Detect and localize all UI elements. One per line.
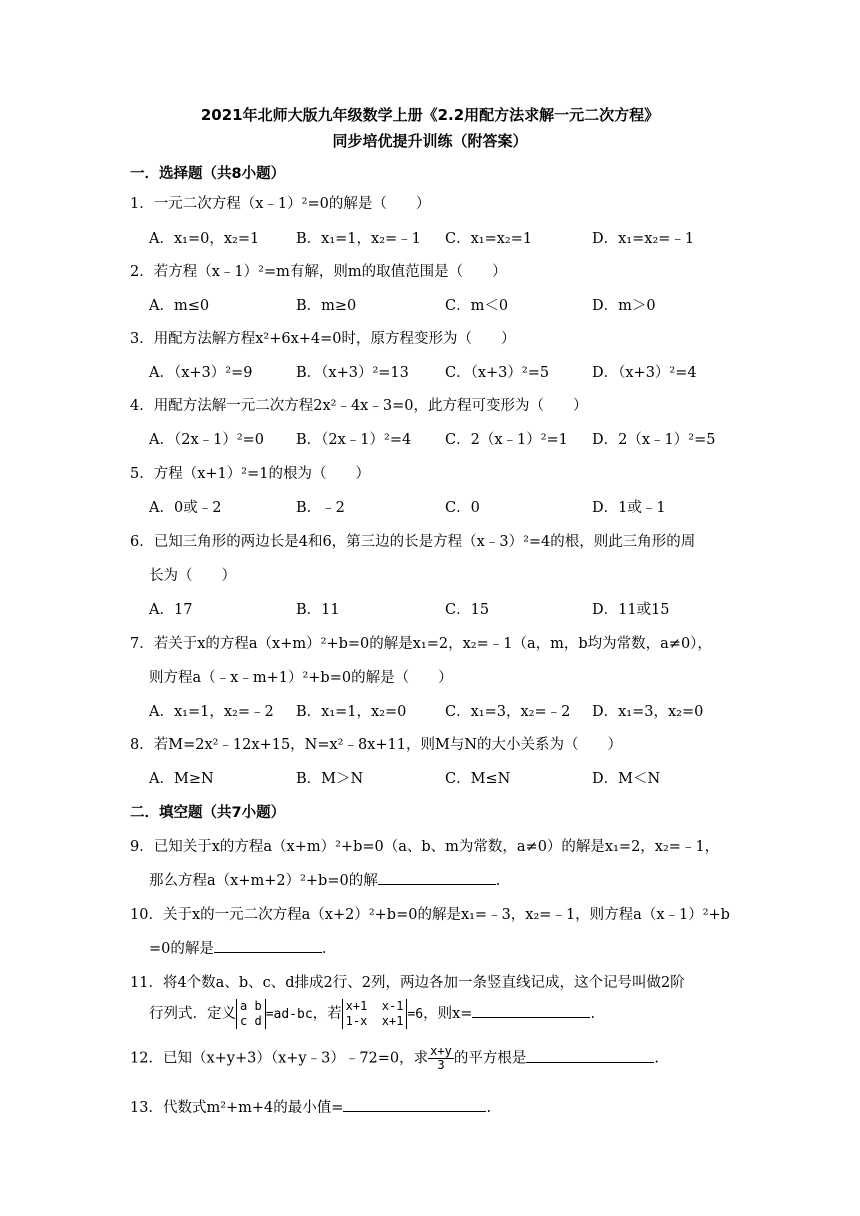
q5-option-d: D．1或﹣1 [592, 500, 666, 516]
q2-option-d: D．m＞0 [592, 298, 656, 314]
q4-option-b: B．（2x﹣1）²=4 [296, 432, 412, 448]
q5-option-c: C．0 [445, 500, 480, 516]
question-1: 1．一元二次方程（x﹣1）²=0的解是（ ） [130, 196, 431, 212]
q7-option-c: C．x₁=3，x₂=﹣2 [445, 704, 571, 720]
question-10-cont-text: =0的解是 [149, 941, 214, 957]
q12-fraction [428, 1045, 454, 1072]
q12-denominator: 3 [437, 1058, 445, 1072]
q12-answer-blank[interactable] [526, 1048, 654, 1063]
q13-answer-blank[interactable] [343, 1097, 486, 1112]
q4-option-a: A．（2x﹣1）²=0 [149, 432, 265, 448]
q11-post: ，则x= [423, 1006, 473, 1022]
q5-option-a: A．0或﹣2 [149, 500, 222, 516]
q12-post: 的平方根是 [453, 1050, 527, 1067]
q3-option-a: A．（x+3）²=9 [149, 365, 253, 381]
q13-text: 13．代数式m²+m+4的最小值= [130, 1100, 344, 1116]
q6-option-d: D．11或15 [592, 602, 670, 618]
q6-option-a: A．17 [149, 602, 193, 618]
q3-option-d: D．（x+3）²=4 [592, 365, 697, 381]
section-heading-choice: 一．选择题（共8小题） [130, 166, 286, 182]
q11-det1-row2: c d [240, 1014, 262, 1028]
q11-determinant-eq [342, 999, 408, 1029]
question-13 [130, 1096, 491, 1117]
q1-option-a: A．x₁=0，x₂=1 [149, 231, 260, 247]
q11-end: . [590, 1006, 596, 1022]
question-7-cont: 则方程a（﹣x﹣m+1）²+b=0的解是（ ） [149, 670, 453, 686]
question-9: 9．已知关于x的方程a（x+m）²+b=0（a、b、m为常数，a≠0）的解是x₁=2，x₂=﹣1， [130, 839, 720, 855]
q2-option-a: A．m≤0 [149, 298, 210, 314]
q11-eq2: =6 [407, 1007, 424, 1022]
question-11-cont [149, 999, 595, 1029]
question-2: 2．若方程（x﹣1）²=m有解，则m的取值范围是（ ） [130, 264, 507, 280]
q11-determinant-def [236, 999, 266, 1029]
q8-option-a: A．M≥N [149, 771, 214, 787]
question-6-cont: 长为（ ） [149, 568, 236, 584]
q11-pre: 行列式．定义 [149, 1006, 236, 1022]
question-8: 8．若M=2x²﹣12x+15，N=x²﹣8x+11，则M与N的大小关系为（ ） [130, 737, 623, 753]
q8-option-b: B．M＞N [296, 771, 364, 787]
q3-option-b: B．（x+3）²=13 [296, 365, 409, 381]
q12-end: . [654, 1050, 659, 1067]
q11-det1-row1: a b [240, 999, 262, 1013]
q4-option-d: D．2（x﹣1）²=5 [592, 432, 716, 448]
doc-title-line2: 同步培优提升训练（附答案） [332, 132, 528, 150]
q2-option-c: C．m＜0 [445, 298, 509, 314]
q7-option-b: B．x₁=1，x₂=0 [296, 704, 407, 720]
question-11: 11．将4个数a、b、c、d排成2行、2列，两边各加一条竖直线记成，这个记号叫做2阶 [130, 975, 685, 991]
question-5: 5．方程（x+1）²=1的根为（ ） [130, 466, 370, 482]
q8-option-c: C．M≤N [445, 771, 511, 787]
q11-det2-row1: x+1 x-1 [345, 999, 404, 1013]
q11-answer-blank[interactable] [472, 1003, 590, 1018]
q12-numerator: x+y [430, 1044, 452, 1058]
q7-option-d: D．x₁=3，x₂=0 [592, 704, 704, 720]
question-9-cont [149, 869, 500, 890]
q3-option-c: C．（x+3）²=5 [445, 365, 550, 381]
doc-title-line1: 2021年北师大版九年级数学上册《2.2用配方法求解一元二次方程》 [200, 106, 660, 124]
question-9-cont-text: 那么方程a（x+m+2）²+b=0的解 [149, 873, 378, 889]
q9-end: . [495, 873, 501, 889]
q1-option-d: D．x₁=x₂=﹣1 [592, 231, 695, 247]
q7-option-a: A．x₁=1，x₂=﹣2 [149, 704, 274, 720]
q12-pre: 12．已知（x+y+3）（x+y﹣3）﹣72=0，求 [130, 1050, 429, 1067]
question-7: 7．若关于x的方程a（x+m）²+b=0的解是x₁=2，x₂=﹣1（a，m，b均为常数，a≠0）， [130, 636, 712, 652]
question-4: 4．用配方法解一元二次方程2x²﹣4x﹣3=0，此方程可变形为（ ） [130, 398, 588, 414]
question-3: 3．用配方法解方程x²+6x+4=0时，原方程变形为（ ） [130, 331, 516, 347]
q6-option-b: B．11 [296, 602, 340, 618]
question-10: 10．关于x的一元二次方程a（x+2）²+b=0的解是x₁=﹣3，x₂=﹣1，则方程a（x﹣1）²+b [130, 907, 730, 923]
q10-answer-blank[interactable] [214, 938, 322, 953]
question-10-cont [149, 937, 326, 958]
question-12 [130, 1045, 659, 1072]
q8-option-d: D．M＜N [592, 771, 661, 787]
q9-answer-blank[interactable] [378, 870, 496, 885]
q5-option-b: B．﹣2 [296, 500, 345, 516]
q1-option-b: B．x₁=1，x₂=﹣1 [296, 231, 421, 247]
section-heading-fill: 二．填空题（共7小题） [130, 805, 286, 821]
q11-eq1: =ad-bc [265, 1007, 313, 1022]
q10-end: . [321, 941, 327, 957]
q1-option-c: C．x₁=x₂=1 [445, 231, 533, 247]
q11-mid: ，若 [312, 1006, 342, 1022]
q2-option-b: B．m≥0 [296, 298, 357, 314]
q6-option-c: C．15 [445, 602, 490, 618]
q11-det2-row2: 1-x x+1 [345, 1014, 404, 1028]
question-6: 6．已知三角形的两边长是4和6，第三边的长是方程（x﹣3）²=4的根，则此三角形的周 [130, 534, 696, 550]
q13-end: . [486, 1100, 492, 1116]
q4-option-c: C．2（x﹣1）²=1 [445, 432, 568, 448]
